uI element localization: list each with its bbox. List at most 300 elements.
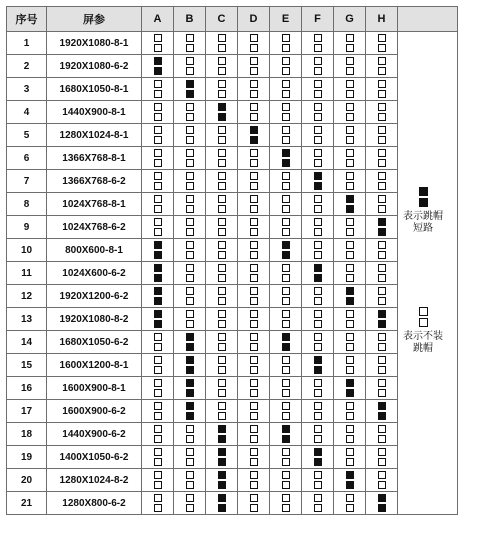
jumper-pin-shorted [378, 504, 386, 512]
jumper-cell-f [302, 101, 334, 124]
jumper-pin-pair [142, 356, 173, 374]
jumper-cell-g [334, 469, 366, 492]
jumper-cell-e [270, 492, 302, 515]
jumper-pin-open [378, 205, 386, 213]
jumper-pin-open [346, 356, 354, 364]
jumper-pin-pair [334, 379, 365, 397]
jumper-pin-open [314, 149, 322, 157]
jumper-pin-open [154, 356, 162, 364]
jumper-pin-open [314, 435, 322, 443]
jumper-pin-open [282, 504, 290, 512]
jumper-pin-open [378, 113, 386, 121]
jumper-pin-pair [206, 310, 237, 328]
jumper-cell-a [142, 469, 174, 492]
jumper-pin-shorted [186, 366, 194, 374]
jumper-pin-pair [366, 218, 397, 236]
jumper-cell-e [270, 285, 302, 308]
row-index: 6 [7, 147, 47, 170]
jumper-pin-open [250, 113, 258, 121]
jumper-pin-shorted [218, 494, 226, 502]
jumper-pin-pair [302, 34, 333, 52]
jumper-pin-open [282, 205, 290, 213]
jumper-cell-g [334, 354, 366, 377]
jumper-cell-e [270, 400, 302, 423]
jumper-pin-open [154, 402, 162, 410]
jumper-pin-shorted [314, 264, 322, 272]
jumper-pin-pair [302, 287, 333, 305]
table-row [7, 492, 458, 515]
jumper-pin-pair [366, 310, 397, 328]
jumper-pin-open [282, 218, 290, 226]
jumper-pin-open [378, 458, 386, 466]
jumper-pin-pair [302, 172, 333, 190]
row-index: 8 [7, 193, 47, 216]
row-index: 9 [7, 216, 47, 239]
jumper-pin-open [282, 379, 290, 387]
jumper-pin-open [250, 182, 258, 190]
jumper-cell-a [142, 331, 174, 354]
jumper-pin-pair [174, 57, 205, 75]
jumper-cell-c [206, 354, 238, 377]
jumper-cell-g [334, 331, 366, 354]
jumper-pin-open [250, 356, 258, 364]
jumper-pin-open [250, 80, 258, 88]
jumper-pin-open [346, 136, 354, 144]
jumper-pin-open [314, 412, 322, 420]
jumper-pin-pair [142, 195, 173, 213]
jumper-pin-pair [334, 310, 365, 328]
row-resolution: 1600X900-8-1 [47, 377, 142, 400]
header-f: F [302, 7, 334, 32]
jumper-pin-shorted [419, 198, 428, 207]
jumper-pin-open [218, 80, 226, 88]
jumper-pin-pair [206, 218, 237, 236]
jumper-pin-pair [142, 471, 173, 489]
table-row [7, 170, 458, 193]
jumper-pin-open [282, 264, 290, 272]
jumper-pin-open [282, 67, 290, 75]
jumper-cell-e [270, 124, 302, 147]
jumper-cell-b [174, 308, 206, 331]
jumper-cell-h [366, 308, 398, 331]
legend-open-icon [419, 307, 428, 327]
jumper-cell-c [206, 400, 238, 423]
jumper-pin-open [218, 126, 226, 134]
jumper-pin-open [250, 425, 258, 433]
jumper-pin-open [250, 90, 258, 98]
row-resolution: 1600X900-6-2 [47, 400, 142, 423]
jumper-pin-open [314, 159, 322, 167]
jumper-pin-open [346, 103, 354, 111]
jumper-cell-h [366, 331, 398, 354]
jumper-pin-pair [270, 379, 301, 397]
jumper-cell-a [142, 78, 174, 101]
jumper-cell-g [334, 492, 366, 515]
jumper-cell-a [142, 32, 174, 55]
jumper-pin-shorted [378, 412, 386, 420]
jumper-pin-pair [302, 149, 333, 167]
jumper-cell-d [238, 262, 270, 285]
jumper-pin-open [218, 402, 226, 410]
jumper-pin-pair [334, 448, 365, 466]
jumper-pin-open [186, 251, 194, 259]
jumper-pin-open [282, 195, 290, 203]
jumper-pin-open [282, 471, 290, 479]
jumper-pin-pair [366, 172, 397, 190]
jumper-pin-open [186, 435, 194, 443]
jumper-pin-pair [334, 241, 365, 259]
row-resolution: 1440X900-6-2 [47, 423, 142, 446]
jumper-pin-shorted [282, 425, 290, 433]
jumper-pin-open [314, 471, 322, 479]
jumper-pin-pair [334, 57, 365, 75]
jumper-pin-open [346, 241, 354, 249]
jumper-pin-shorted [218, 471, 226, 479]
jumper-pin-open [218, 264, 226, 272]
jumper-pin-pair [238, 425, 269, 443]
jumper-pin-shorted [314, 356, 322, 364]
jumper-cell-g [334, 32, 366, 55]
jumper-pin-shorted [186, 412, 194, 420]
jumper-pin-open [154, 80, 162, 88]
jumper-pin-pair [142, 57, 173, 75]
jumper-pin-open [154, 90, 162, 98]
jumper-pin-pair [206, 57, 237, 75]
table-row [7, 377, 458, 400]
jumper-pin-open [218, 379, 226, 387]
header-row [7, 7, 458, 32]
jumper-pin-open [218, 228, 226, 236]
jumper-pin-open [154, 205, 162, 213]
jumper-cell-g [334, 216, 366, 239]
jumper-pin-open [154, 494, 162, 502]
jumper-pin-pair [174, 425, 205, 443]
jumper-cell-a [142, 216, 174, 239]
jumper-pin-open [346, 264, 354, 272]
row-index: 16 [7, 377, 47, 400]
jumper-pin-open [250, 103, 258, 111]
jumper-cell-h [366, 377, 398, 400]
jumper-cell-f [302, 262, 334, 285]
row-resolution: 1920X1080-8-2 [47, 308, 142, 331]
jumper-cell-f [302, 400, 334, 423]
jumper-pin-pair [302, 402, 333, 420]
jumper-cell-d [238, 239, 270, 262]
jumper-cell-e [270, 423, 302, 446]
row-resolution: 800X600-8-1 [47, 239, 142, 262]
jumper-pin-pair [270, 448, 301, 466]
jumper-cell-f [302, 354, 334, 377]
jumper-pin-pair [142, 425, 173, 443]
jumper-pin-open [250, 44, 258, 52]
legend-cell [398, 32, 458, 515]
jumper-pin-open [282, 458, 290, 466]
jumper-pin-shorted [154, 264, 162, 272]
jumper-pin-open [250, 195, 258, 203]
jumper-pin-open [282, 113, 290, 121]
jumper-pin-open [346, 57, 354, 65]
jumper-pin-open [218, 274, 226, 282]
jumper-pin-open [378, 159, 386, 167]
row-resolution: 1440X900-8-1 [47, 101, 142, 124]
jumper-cell-d [238, 446, 270, 469]
jumper-pin-open [186, 113, 194, 121]
jumper-pin-open [282, 402, 290, 410]
jumper-cell-e [270, 262, 302, 285]
jumper-pin-open [154, 504, 162, 512]
jumper-pin-pair [334, 126, 365, 144]
jumper-pin-open [218, 218, 226, 226]
jumper-pin-pair [174, 126, 205, 144]
jumper-pin-open [378, 136, 386, 144]
jumper-pin-open [186, 159, 194, 167]
jumper-pin-open [186, 228, 194, 236]
jumper-cell-c [206, 446, 238, 469]
jumper-pin-open [346, 504, 354, 512]
jumper-pin-open [314, 402, 322, 410]
jumper-pin-open [378, 67, 386, 75]
jumper-cell-c [206, 216, 238, 239]
jumper-pin-shorted [314, 182, 322, 190]
header-h: H [366, 7, 398, 32]
jumper-pin-open [186, 57, 194, 65]
jumper-pin-shorted [282, 435, 290, 443]
jumper-pin-shorted [346, 389, 354, 397]
jumper-pin-open [346, 228, 354, 236]
jumper-pin-open [186, 287, 194, 295]
jumper-pin-open [186, 425, 194, 433]
table-row [7, 331, 458, 354]
jumper-cell-b [174, 446, 206, 469]
jumper-cell-c [206, 423, 238, 446]
jumper-pin-open [378, 241, 386, 249]
jumper-cell-c [206, 308, 238, 331]
jumper-cell-e [270, 308, 302, 331]
header-c: C [206, 7, 238, 32]
jumper-pin-open [282, 297, 290, 305]
jumper-pin-open [154, 379, 162, 387]
jumper-cell-f [302, 239, 334, 262]
jumper-pin-open [154, 103, 162, 111]
jumper-pin-shorted [154, 67, 162, 75]
jumper-pin-pair [366, 425, 397, 443]
jumper-pin-open [218, 412, 226, 420]
jumper-cell-h [366, 32, 398, 55]
jumper-pin-open [314, 333, 322, 341]
jumper-cell-g [334, 377, 366, 400]
jumper-pin-open [186, 218, 194, 226]
jumper-cell-a [142, 400, 174, 423]
jumper-cell-f [302, 423, 334, 446]
jumper-pin-open [186, 149, 194, 157]
row-resolution: 1366X768-6-2 [47, 170, 142, 193]
jumper-pin-open [218, 136, 226, 144]
jumper-cell-e [270, 331, 302, 354]
jumper-pin-open [282, 103, 290, 111]
jumper-cell-a [142, 446, 174, 469]
jumper-pin-pair [366, 402, 397, 420]
jumper-pin-pair [174, 310, 205, 328]
jumper-cell-a [142, 308, 174, 331]
jumper-pin-open [346, 80, 354, 88]
jumper-cell-f [302, 124, 334, 147]
jumper-pin-pair [302, 80, 333, 98]
jumper-pin-pair [302, 448, 333, 466]
jumper-pin-open [218, 182, 226, 190]
jumper-pin-pair [366, 379, 397, 397]
jumper-cell-b [174, 55, 206, 78]
jumper-pin-shorted [186, 356, 194, 364]
jumper-pin-open [186, 481, 194, 489]
jumper-pin-pair [142, 448, 173, 466]
jumper-pin-open [314, 34, 322, 42]
row-index: 21 [7, 492, 47, 515]
jumper-pin-open [378, 44, 386, 52]
jumper-pin-open [218, 34, 226, 42]
jumper-cell-h [366, 262, 398, 285]
jumper-pin-pair [366, 57, 397, 75]
jumper-pin-pair [302, 471, 333, 489]
row-resolution: 1920X1080-8-1 [47, 32, 142, 55]
jumper-pin-open [419, 307, 428, 316]
legend-open [398, 307, 448, 355]
row-index: 13 [7, 308, 47, 331]
jumper-pin-open [186, 241, 194, 249]
jumper-pin-open [282, 481, 290, 489]
row-resolution: 1680X1050-8-1 [47, 78, 142, 101]
jumper-cell-f [302, 331, 334, 354]
jumper-pin-open [186, 504, 194, 512]
jumper-pin-pair [238, 34, 269, 52]
jumper-cell-c [206, 55, 238, 78]
row-index: 12 [7, 285, 47, 308]
jumper-pin-open [154, 44, 162, 52]
jumper-pin-shorted [218, 103, 226, 111]
jumper-pin-pair [366, 287, 397, 305]
jumper-pin-open [346, 182, 354, 190]
jumper-pin-pair [270, 471, 301, 489]
jumper-pin-open [250, 34, 258, 42]
row-resolution: 1400X1050-6-2 [47, 446, 142, 469]
jumper-pin-pair [206, 402, 237, 420]
jumper-pin-shorted [419, 187, 428, 196]
jumper-cell-h [366, 285, 398, 308]
jumper-pin-pair [142, 172, 173, 190]
jumper-pin-open [346, 251, 354, 259]
jumper-pin-pair [206, 448, 237, 466]
jumper-cell-g [334, 55, 366, 78]
jumper-pin-open [314, 287, 322, 295]
jumper-pin-open [186, 126, 194, 134]
jumper-pin-open [346, 425, 354, 433]
jumper-cell-a [142, 101, 174, 124]
jumper-pin-open [186, 44, 194, 52]
jumper-pin-open [282, 172, 290, 180]
jumper-pin-pair [142, 149, 173, 167]
jumper-pin-shorted [154, 251, 162, 259]
jumper-pin-open [378, 57, 386, 65]
jumper-pin-open [346, 412, 354, 420]
jumper-pin-pair [238, 195, 269, 213]
jumper-pin-pair [366, 494, 397, 512]
jumper-pin-open [154, 149, 162, 157]
jumper-pin-pair [302, 241, 333, 259]
jumper-pin-open [250, 274, 258, 282]
jumper-pin-open [314, 136, 322, 144]
jumper-pin-pair [238, 402, 269, 420]
jumper-pin-open [378, 366, 386, 374]
jumper-pin-open [282, 494, 290, 502]
jumper-pin-shorted [154, 287, 162, 295]
jumper-cell-b [174, 262, 206, 285]
jumper-pin-open [250, 205, 258, 213]
jumper-pin-open [250, 379, 258, 387]
jumper-pin-pair [174, 103, 205, 121]
jumper-pin-open [378, 182, 386, 190]
table-row [7, 400, 458, 423]
jumper-pin-open [250, 458, 258, 466]
jumper-cell-h [366, 55, 398, 78]
jumper-pin-open [218, 389, 226, 397]
jumper-pin-pair [238, 103, 269, 121]
jumper-pin-open [378, 126, 386, 134]
table-row [7, 262, 458, 285]
jumper-pin-open [186, 320, 194, 328]
jumper-cell-a [142, 377, 174, 400]
jumper-pin-shorted [346, 205, 354, 213]
jumper-pin-open [282, 320, 290, 328]
jumper-pin-open [314, 379, 322, 387]
jumper-pin-open [250, 333, 258, 341]
jumper-pin-shorted [218, 448, 226, 456]
jumper-pin-pair [142, 218, 173, 236]
jumper-pin-pair [302, 425, 333, 443]
jumper-pin-open [378, 90, 386, 98]
jumper-pin-open [282, 136, 290, 144]
jumper-pin-pair [366, 103, 397, 121]
jumper-pin-open [346, 44, 354, 52]
jumper-pin-open [378, 425, 386, 433]
jumper-pin-open [154, 218, 162, 226]
jumper-pin-pair [334, 218, 365, 236]
jumper-pin-pair [174, 195, 205, 213]
jumper-cell-d [238, 170, 270, 193]
jumper-pin-shorted [186, 343, 194, 351]
jumper-cell-h [366, 354, 398, 377]
jumper-cell-b [174, 423, 206, 446]
jumper-pin-open [250, 297, 258, 305]
jumper-pin-open [314, 126, 322, 134]
jumper-pin-open [154, 182, 162, 190]
jumper-cell-b [174, 193, 206, 216]
jumper-pin-open [282, 57, 290, 65]
jumper-cell-e [270, 216, 302, 239]
jumper-cell-b [174, 492, 206, 515]
jumper-pin-open [378, 264, 386, 272]
jumper-pin-open [314, 251, 322, 259]
jumper-cell-c [206, 78, 238, 101]
jumper-pin-shorted [282, 251, 290, 259]
jumper-cell-e [270, 55, 302, 78]
jumper-pin-open [282, 90, 290, 98]
jumper-pin-open [346, 435, 354, 443]
jumper-pin-shorted [282, 149, 290, 157]
jumper-pin-shorted [218, 113, 226, 121]
jumper-pin-open [346, 90, 354, 98]
jumper-pin-open [314, 44, 322, 52]
jumper-pin-open [346, 310, 354, 318]
jumper-pin-pair [142, 241, 173, 259]
